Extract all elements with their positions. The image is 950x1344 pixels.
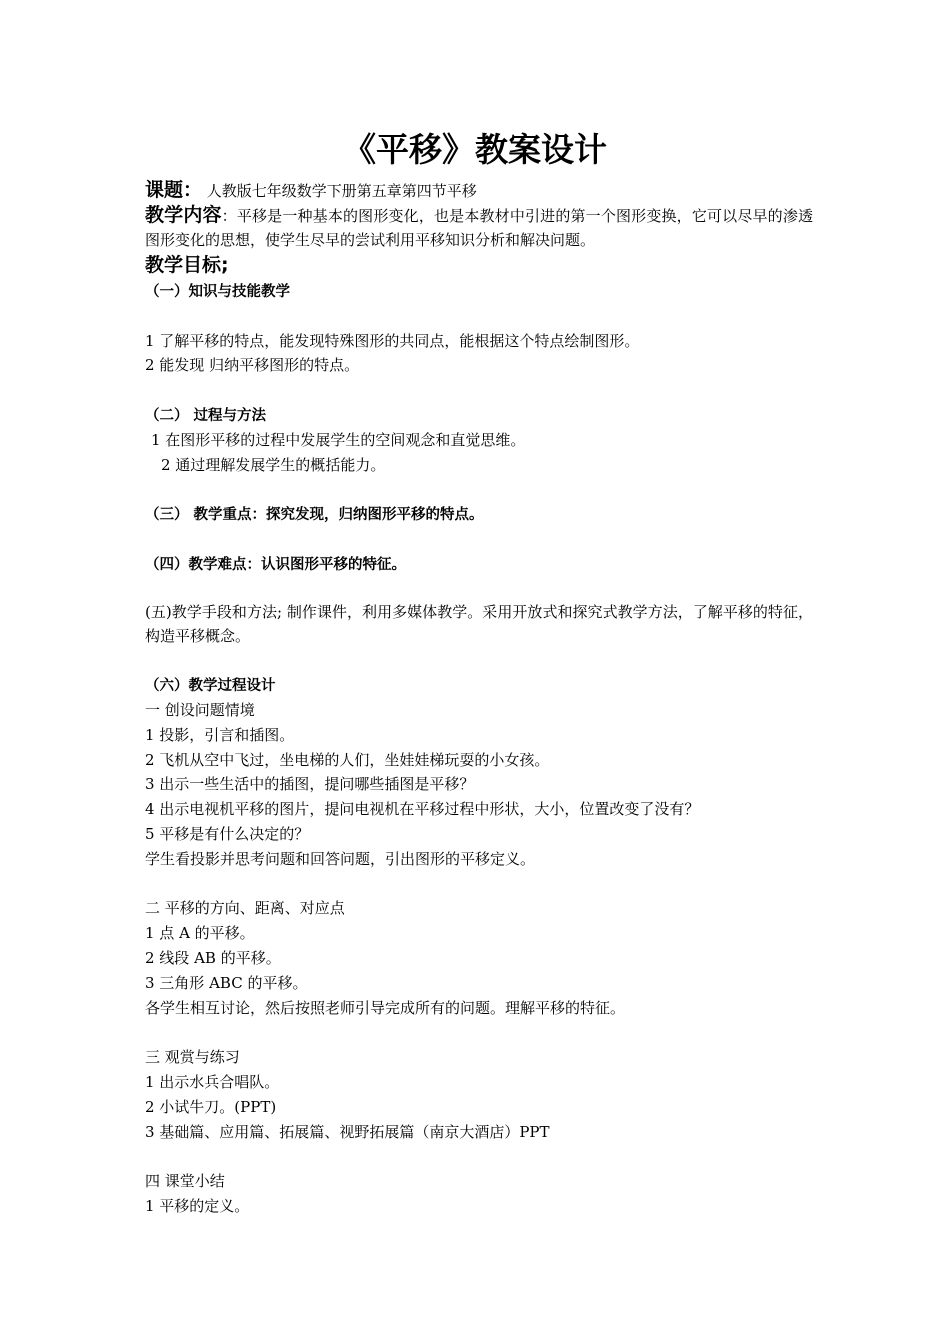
step2-heading: 二 平移的方向、距离、对应点: [145, 899, 345, 918]
knowledge-heading-text: （一）知识与技能教学: [145, 284, 290, 300]
document-title: 《平移》教案设计: [343, 130, 607, 169]
methods-paragraph: (五)教学手段和方法; 制作课件，利用多媒体教学。采用开放式和探究式教学方法，了解平移的特征，构造平移概念。: [145, 603, 813, 645]
topic-label: 课题：: [145, 179, 203, 201]
step2-item: 2 线段 AB 的平移。: [145, 948, 281, 967]
document-body: [145, 177, 813, 1219]
step4-heading: 四 课堂小结: [145, 1172, 225, 1191]
step3-item: 2 小试牛刀。(PPT): [145, 1097, 277, 1116]
step2-item: 1 点 A 的平移。: [145, 924, 255, 943]
spacer: [145, 1144, 813, 1169]
step1-item: 1 投影，引言和插图。: [145, 725, 295, 744]
knowledge-item: 1 了解平移的特点，能发现特殊图形的共同点，能根据这个特点绘制图形。: [145, 331, 640, 350]
step3-item: 1 出示水兵合唱队。: [145, 1072, 280, 1091]
knowledge-heading: [145, 279, 813, 304]
step1-item: 4 出示电视机平移的图片，提问电视机在平移过程中形状，大小，位置改变了没有？: [145, 800, 700, 819]
spacer: [145, 1020, 813, 1045]
topic-value: 人教版七年级数学下册第五章第四节平移: [206, 182, 477, 200]
step3-heading: 三 观赏与练习: [145, 1048, 240, 1067]
step3-item: 3 基础篇、应用篇、拓展篇、视野拓展篇（南京大酒店）PPT: [145, 1122, 550, 1141]
key-point-line: [145, 502, 813, 527]
spacer: [145, 577, 813, 602]
key-point-text: （三） 教学重点：探究发现，归纳图形平移的特点。: [145, 507, 484, 524]
process-heading-text: （二） 过程与方法: [145, 407, 267, 424]
step1-item: 5 平移是有什么决定的？: [145, 824, 310, 843]
spacer: [145, 378, 813, 403]
step1-item: 3 出示一些生活中的插图，提问哪些插图是平移？: [145, 775, 475, 794]
step2-item: 各学生相互讨论，然后按照老师引导完成所有的问题。理解平移的特征。: [145, 998, 626, 1017]
design-heading: [145, 673, 813, 698]
spacer: [145, 648, 813, 673]
topic-line: [145, 177, 813, 204]
knowledge-item: 2 能发现 归纳平移图形的特点。: [145, 356, 360, 375]
spacer: [145, 477, 813, 502]
step1-item: 学生看投影并思考问题和回答问题，引出图形的平移定义。: [145, 849, 536, 868]
spacer: [145, 872, 813, 897]
step1-heading: 一 创设问题情境: [145, 700, 255, 719]
goals-heading: [145, 252, 813, 279]
process-item: 2 通过理解发展学生的概括能力。: [161, 455, 386, 474]
step1-item: 2 飞机从空中飞过，坐电梯的人们，坐娃娃梯玩耍的小女孩。: [145, 750, 550, 769]
design-heading-text: （六）教学过程设计: [145, 678, 276, 695]
process-heading: [145, 403, 813, 428]
difficulty-text: （四）教学难点：认识图形平移的特征。: [145, 556, 406, 573]
step2-item: 3 三角形 ABC 的平移。: [145, 973, 308, 992]
goals-label: 教学目标;: [145, 254, 229, 276]
step4-item: 1 平移的定义。: [145, 1196, 250, 1215]
spacer: [145, 304, 813, 329]
content-paragraph: [145, 204, 813, 252]
difficulty-line: [145, 552, 813, 577]
content-text: ：平移是一种基本的图形变化，也是本教材中引进的第一个图形变换，它可以尽早的渗透图形变化的思想，使学生尽早的尝试利用平移知识分析和解决问题。: [145, 207, 813, 249]
process-item: 1 在图形平移的过程中发展学生的空间观念和直觉思维。: [151, 430, 526, 449]
content-label: 教学内容: [145, 204, 222, 226]
spacer: [145, 527, 813, 552]
